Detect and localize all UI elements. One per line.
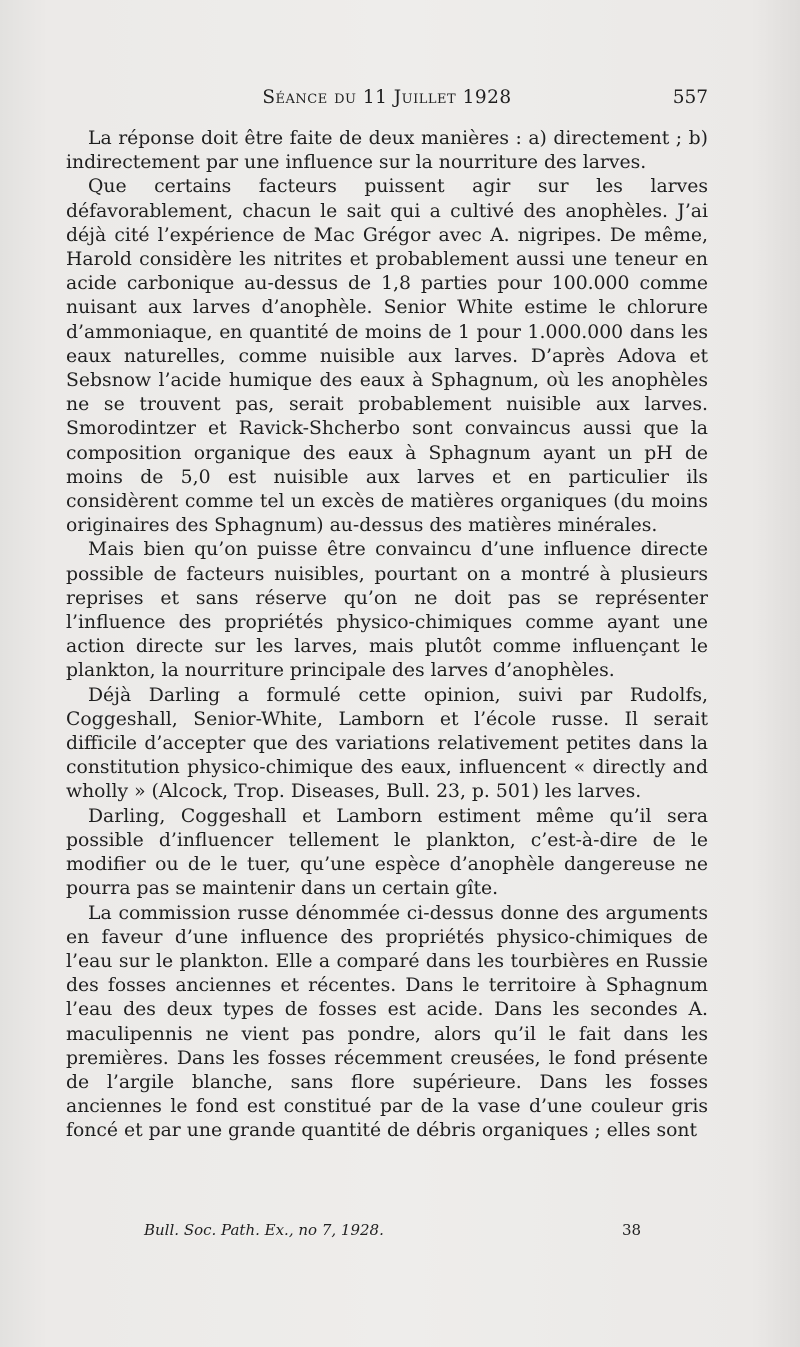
- signature-mark: 38: [622, 1221, 642, 1239]
- paragraph: Darling, Coggeshall et Lamborn estiment même qu’il sera possible d’influencer tellement le plankton, c’est-à-dire de le modifier ou de le tuer, qu’une espèce d’anophèle dangereuse ne pourra pas se maintenir dans un certain gîte.: [66, 805, 708, 900]
- paragraph: La commission russe dénommée ci-dessus donne des arguments en faveur d’une influence des propriétés physico-chimiques de l’eau sur le plankton. Elle a comparé dans les tourbières en Russie des fosses anciennes et récentes. Dans le territoire à Sphagnum l’eau des deux types de fosses est acide. Dans les secondes A. maculipennis ne vient pas pondre, alors qu’il le fait dans les premières. Dans les fosses récemment creusées, le fond présente de l’argile blanche, sans flore supérieure. Dans les fosses anciennes le fond est constitué par de la vase d’une couleur gris foncé et par une grande quantité de débris organiques ; elles sont: [66, 902, 708, 1142]
- article-body: [66, 127, 708, 1144]
- journal-citation: Bull. Soc. Path. Ex., no 7, 1928.: [144, 1221, 384, 1239]
- running-title: Séance du 11 Juillet 1928: [262, 87, 512, 108]
- paragraph: Que certains facteurs puissent agir sur les larves défavorablement, chacun le sait qui a cultivé des anophèles. J’ai déjà cité l’expérience de Mac Grégor avec A. nigripes. De même, Harold considère les nitrites et probablement aussi une teneur en acide carbonique au-dessus de 1,8 parties pour 100.000 comme nuisant aux larves d’anophèle. Senior White estime le chlorure d’ammoniaque, en quantité de moins de 1 pour 1.000.000 dans les eaux naturelles, comme nuisible aux larves. D’après Adova et Sebsnow l’acide humique des eaux à Sphagnum, où les anophèles ne se trouvent pas, serait probablement nuisible aux larves. Smorodintzer et Ravick-Shcherbo sont convaincus aussi que la composition organique des eaux à Sphagnum ayant un pH de moins de 5,0 est nuisible aux larves et en particulier ils considèrent comme tel un excès de matières organiques (du moins originaires des Sphagnum) au-dessus des matières minérales.: [66, 176, 708, 537]
- paragraph: La réponse doit être faite de deux manières : a) directement ; b) indirectement par une influence sur la nourriture des larves.: [66, 128, 708, 174]
- running-header: [66, 86, 708, 110]
- page-number: 557: [672, 87, 708, 108]
- paragraph: Déjà Darling a formulé cette opinion, suivi par Rudolfs, Coggeshall, Senior-White, Lamborn et l’école russe. Il serait difficile d’accepter que des variations relativement petites dans la constitution physico-chimique des eaux, influencent « directly and wholly » (Alcock, Trop. Diseases, Bull. 23, p. 501) les larves.: [66, 684, 708, 803]
- paragraph: Mais bien qu’on puisse être convaincu d’une influence directe possible de facteurs nuisibles, pourtant on a montré à plusieurs reprises et sans réserve qu’on ne doit pas se représenter l’influence des propriétés physico-chimiques comme ayant une action directe sur les larves, mais plutôt comme influençant le plankton, la nourriture principale des larves d’anophèles.: [66, 539, 708, 682]
